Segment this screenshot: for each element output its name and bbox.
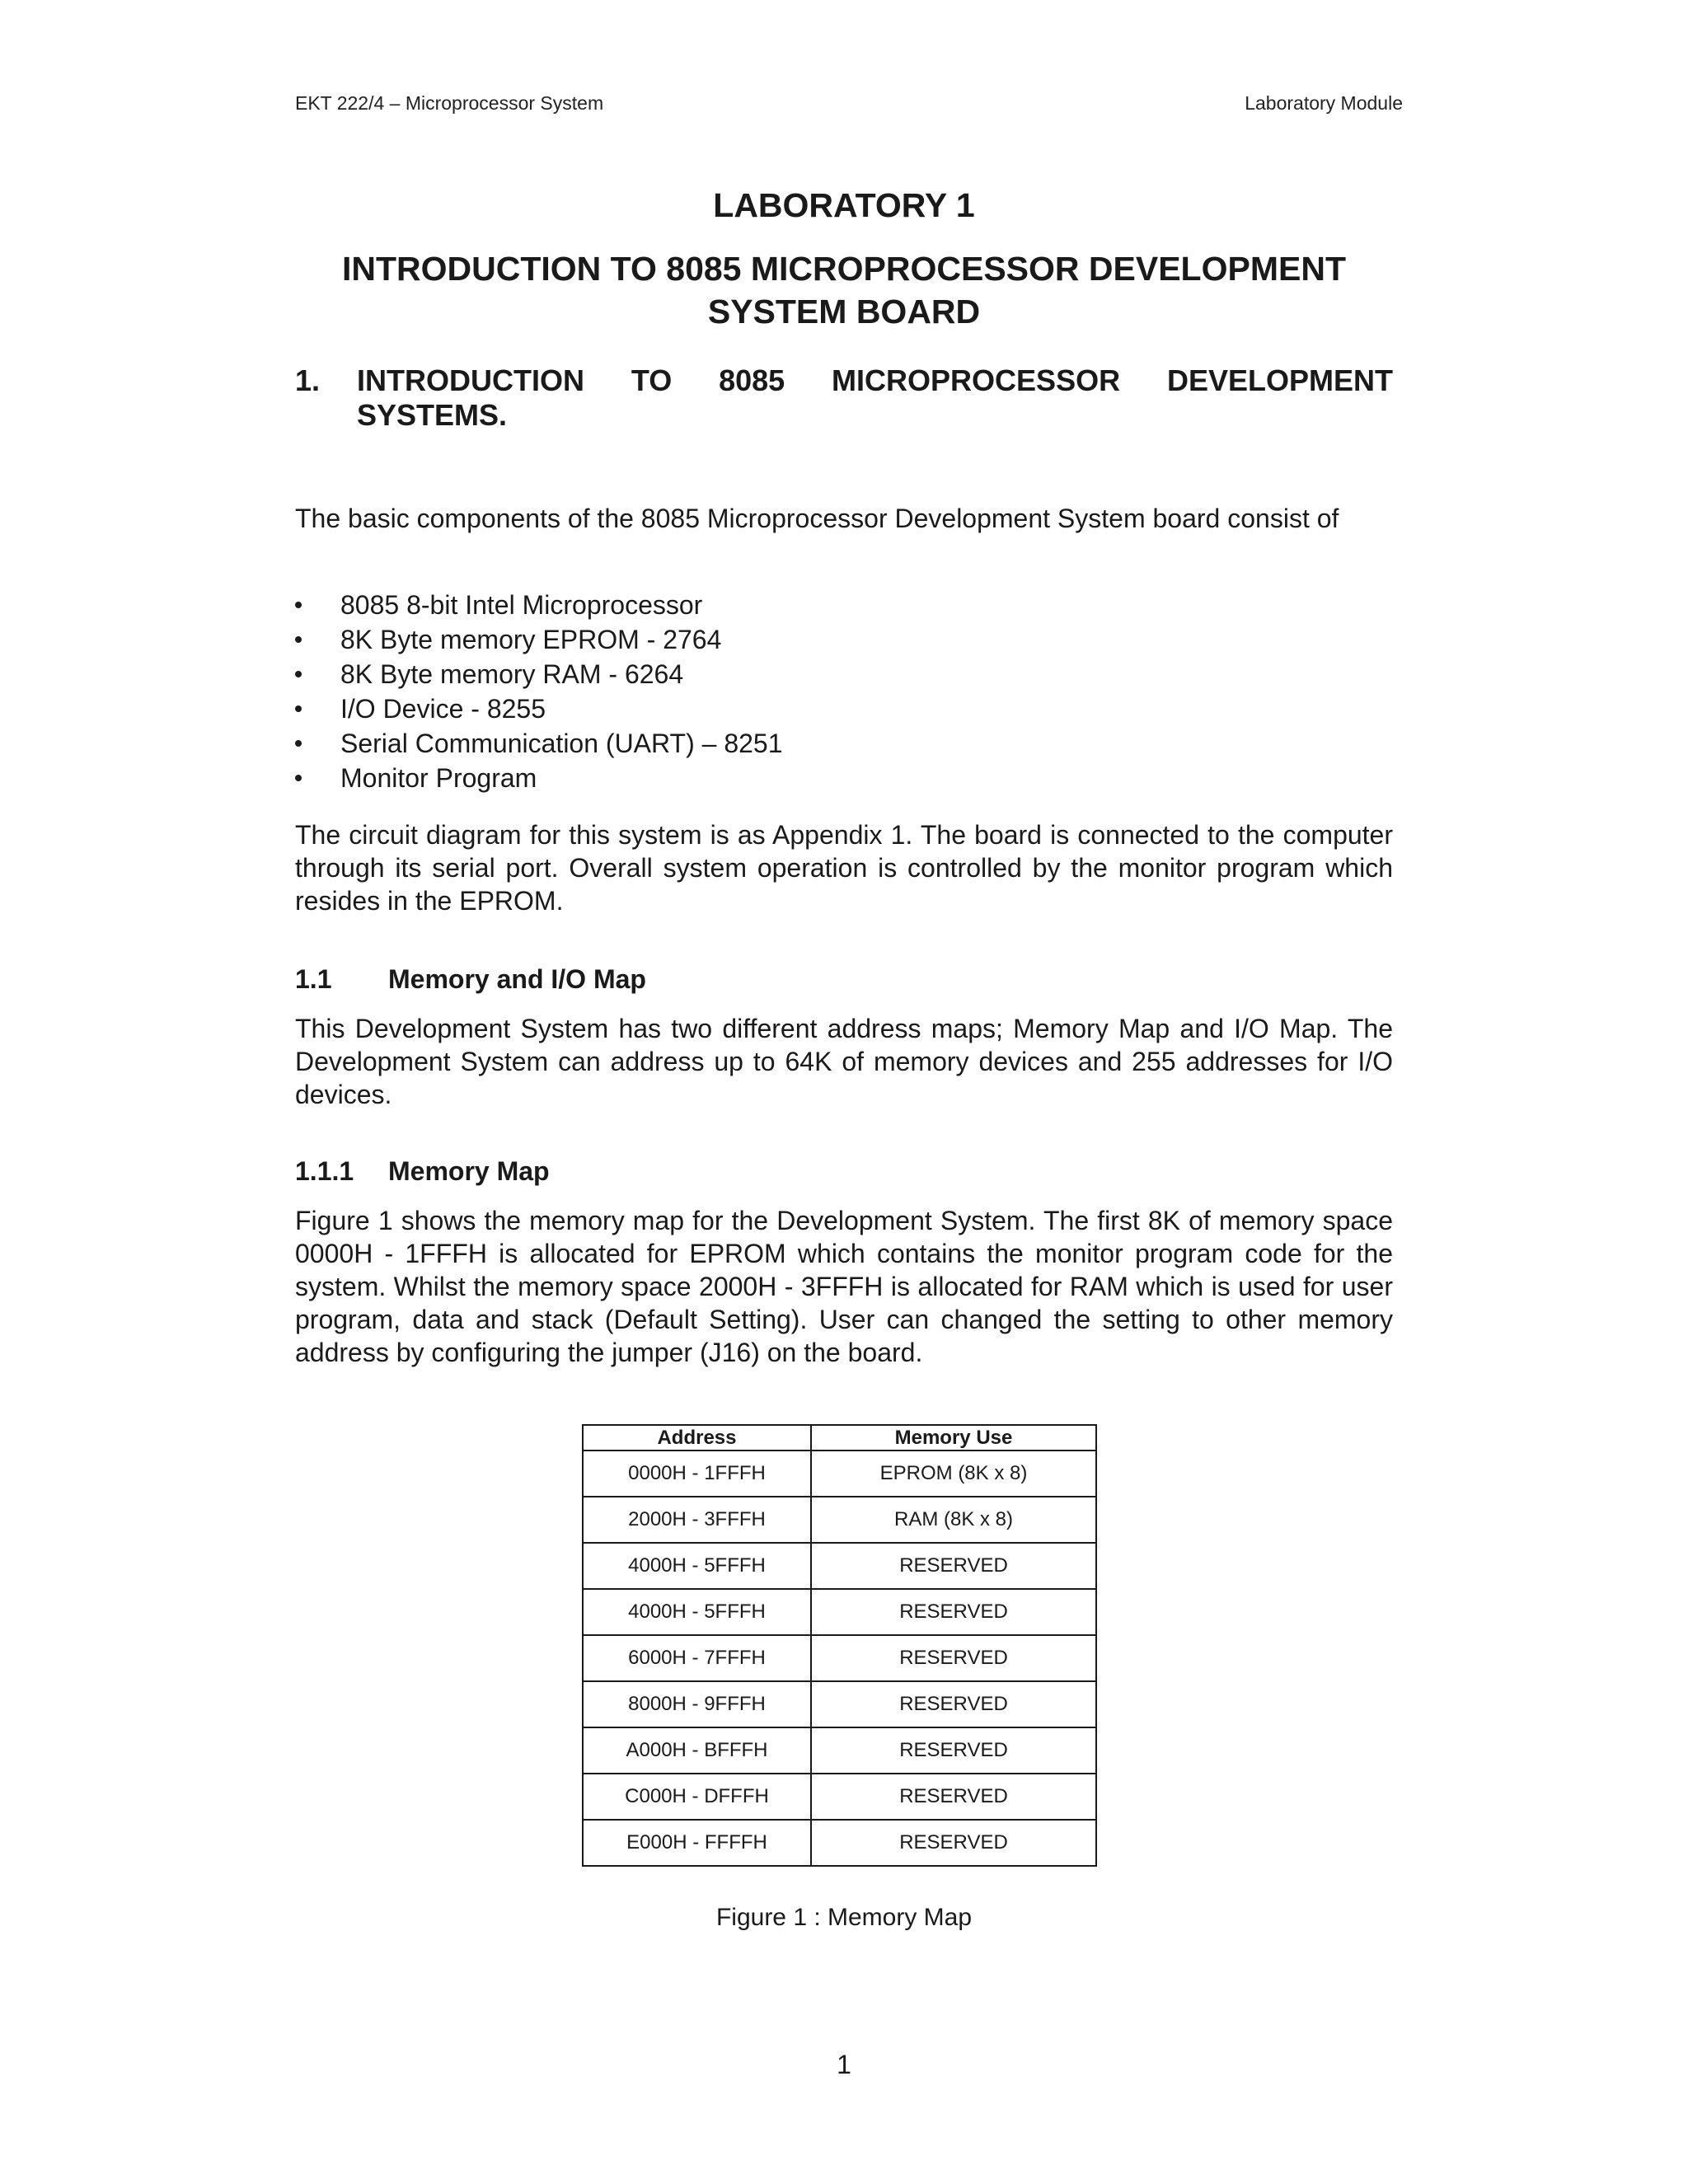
bullet-icon bbox=[295, 740, 302, 747]
column-header-address: Address bbox=[583, 1425, 811, 1451]
table-row bbox=[583, 1774, 1096, 1820]
table-row bbox=[583, 1820, 1096, 1866]
address-cell: C000H - DFFFH bbox=[583, 1774, 811, 1820]
memory-use-cell: RESERVED bbox=[811, 1727, 1096, 1774]
memory-use-cell: RESERVED bbox=[811, 1681, 1096, 1727]
table-row bbox=[583, 1635, 1096, 1681]
section-1-1-1-heading bbox=[295, 1156, 550, 1187]
memory-use-cell: RESERVED bbox=[811, 1635, 1096, 1681]
list-item: Serial Communication (UART) – 8251 bbox=[295, 726, 783, 761]
table-row bbox=[583, 1451, 1096, 1497]
memory-use-cell: RESERVED bbox=[811, 1820, 1096, 1866]
list-item: Monitor Program bbox=[295, 761, 783, 795]
table-row bbox=[583, 1543, 1096, 1589]
section-1-title bbox=[357, 363, 1393, 433]
address-cell: A000H - BFFFH bbox=[583, 1727, 811, 1774]
section-1-title-line1: INTRODUCTION TO 8085 MICROPROCESSOR DEVELOPMENT bbox=[357, 363, 1393, 397]
list-item: 8K Byte memory EPROM - 2764 bbox=[295, 622, 783, 657]
header-course: EKT 222/4 – Microprocessor System bbox=[295, 92, 604, 114]
bullet-icon bbox=[295, 671, 302, 677]
table-row bbox=[583, 1497, 1096, 1543]
table-row bbox=[583, 1727, 1096, 1774]
section-1-1-title: Memory and I/O Map bbox=[388, 964, 646, 994]
header-module: Laboratory Module bbox=[1245, 92, 1403, 114]
bullet-icon bbox=[295, 705, 302, 712]
list-item: 8K Byte memory RAM - 6264 bbox=[295, 657, 783, 691]
figure-caption: Figure 1 : Memory Map bbox=[715, 1904, 973, 1931]
section-1-1-1-title: Memory Map bbox=[388, 1156, 550, 1186]
memory-map-table bbox=[582, 1424, 1097, 1867]
address-cell: 8000H - 9FFFH bbox=[583, 1681, 811, 1727]
section-1-heading bbox=[295, 363, 1393, 433]
section-1-number: 1. bbox=[295, 363, 321, 397]
address-cell: 4000H - 5FFFH bbox=[583, 1543, 811, 1589]
table-row bbox=[583, 1681, 1096, 1727]
memory-map-paragraph: Figure 1 shows the memory map for the Development System. The first 8K of memory space 0000H - 1FFFH is allocated for EPROM which contains the monitor program code for the system. Whilst the memory space 2000H - 3FFFH is allocated for RAM which is used for user program, data and stack (Default Setting). User can changed the setting to other memory address by configuring the jumper (J16) on the board. bbox=[295, 1206, 1393, 1367]
table-row bbox=[583, 1589, 1096, 1635]
document-title-line2: SYSTEM BOARD bbox=[707, 293, 981, 330]
intro-paragraph: The basic components of the 8085 Microprocessor Development System board consist of bbox=[295, 504, 1339, 533]
list-item: 8085 8-bit Intel Microprocessor bbox=[295, 588, 783, 622]
section-1-1-heading bbox=[295, 964, 646, 995]
section-1-1-number: 1.1 bbox=[295, 964, 332, 994]
section-1-title-line2: SYSTEMS. bbox=[357, 398, 508, 432]
lab-title: LABORATORY 1 bbox=[713, 186, 975, 224]
section-1-1-1-number: 1.1.1 bbox=[295, 1156, 354, 1186]
components-list bbox=[295, 588, 783, 795]
document-title-line1: INTRODUCTION TO 8085 MICROPROCESSOR DEVELOPMENT bbox=[341, 250, 1346, 288]
memory-io-paragraph: This Development System has two different address maps; Memory Map and I/O Map. The Development System can address up to 64K of memory devices and 255 addresses for I/O devices. bbox=[295, 1014, 1393, 1109]
address-cell: 6000H - 7FFFH bbox=[583, 1635, 811, 1681]
bullet-icon bbox=[295, 602, 302, 608]
table-header-row bbox=[583, 1425, 1096, 1451]
column-header-memory-use: Memory Use bbox=[811, 1425, 1096, 1451]
address-cell: E000H - FFFFH bbox=[583, 1820, 811, 1866]
address-cell: 4000H - 5FFFH bbox=[583, 1589, 811, 1635]
memory-use-cell: EPROM (8K x 8) bbox=[811, 1451, 1096, 1497]
memory-use-cell: RESERVED bbox=[811, 1774, 1096, 1820]
memory-use-cell: RAM (8K x 8) bbox=[811, 1497, 1096, 1543]
list-item: I/O Device - 8255 bbox=[295, 691, 783, 726]
bullet-icon bbox=[295, 775, 302, 781]
document-title bbox=[0, 247, 1688, 333]
circuit-paragraph: The circuit diagram for this system is as Appendix 1. The board is connected to the computer through its serial port. Overall system operation is controlled by the monitor program which resides in the EPROM. bbox=[295, 820, 1393, 916]
address-cell: 0000H - 1FFFH bbox=[583, 1451, 811, 1497]
bullet-icon bbox=[295, 636, 302, 643]
memory-use-cell: RESERVED bbox=[811, 1543, 1096, 1589]
address-cell: 2000H - 3FFFH bbox=[583, 1497, 811, 1543]
page-number: 1 bbox=[837, 2050, 851, 2079]
memory-use-cell: RESERVED bbox=[811, 1589, 1096, 1635]
